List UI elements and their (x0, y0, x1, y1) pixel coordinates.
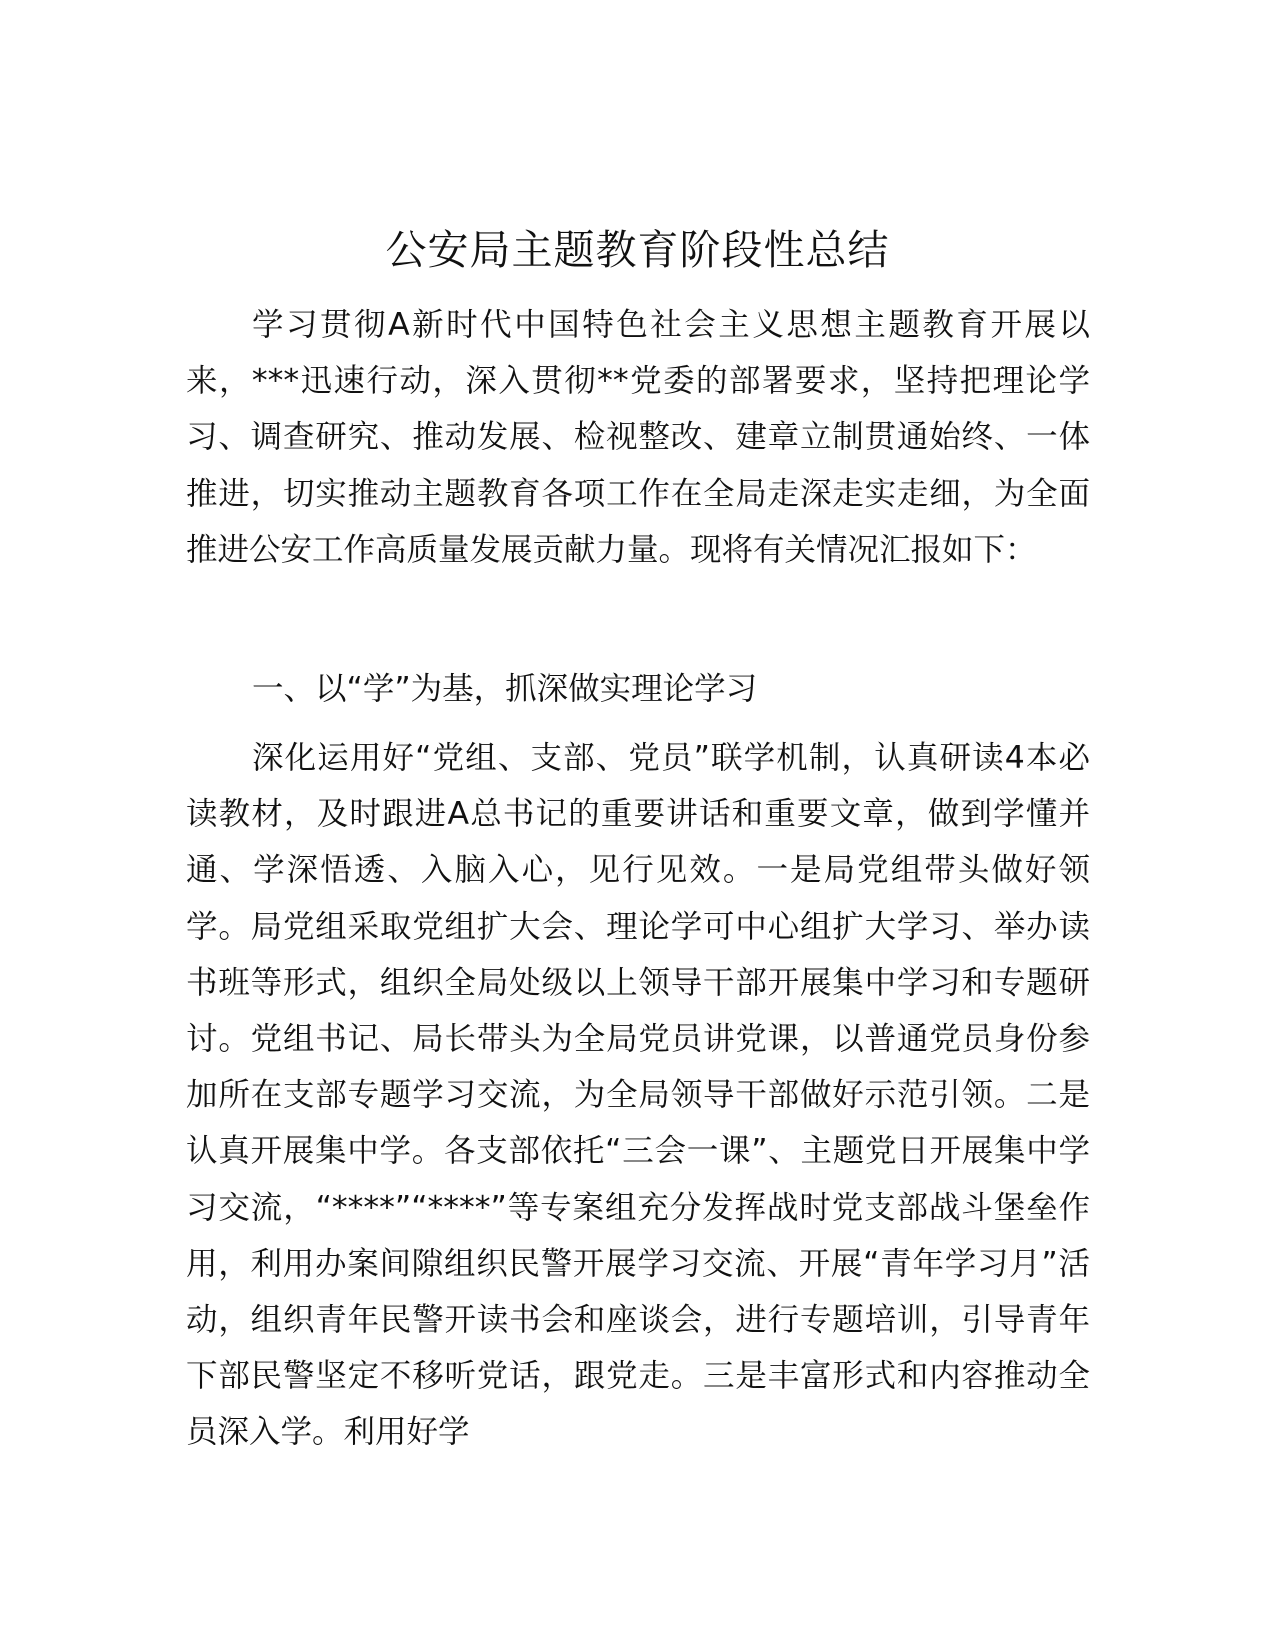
section-heading: 一、以“学”为基，抓深做实理论学习 (252, 671, 758, 707)
intro-paragraph: 学习贯彻A新时代中国特色社会主义思想主题教育开展以来，***迅速行动，深入贯彻**党委的部署要求，坚持把理论学习、调查研究、推动发展、检视整改、建章立制贯通始终、一体推进，切实推动主题教育各项工作在全局走深走实走细，为全面推进公安工作高质量发展贡献力量。现将有关情况汇报如下： (186, 307, 1090, 568)
body-paragraph: 深化运用好“党组、支部、党员”联学机制，认真研读4本必读教材，及时跟进A总书记的重要讲话和重要文章，做到学懂并通、学深悟透、入脑入心，见行见效。一是局党组带头做好领学。局党组采取党组扩大会、理论学可中心组扩大学习、举办读书班等形式，组织全局处级以上领导干部开展集中学习和专题研讨。党组书记、局长带头为全局党员讲党课，以普通党员身份参加所在支部专题学习交流，为全局领导干部做好示范引领。二是认真开展集中学。各支部依托“三会一课”、主题党日开展集中学习交流，“****”“****”等专案组充分发挥战时党支部战斗堡垒作用，利用办案间隙组织民警开展学习交流、开展“青年学习月”活动，组织青年民警开读书会和座谈会，进行专题培训，引导青年下部民警坚定不移听党话，跟党走。三是丰富形式和内容推动全员深入学。利用好学 (186, 740, 1090, 1451)
document-title: 公安局主题教育阶段性总结 (385, 226, 890, 274)
